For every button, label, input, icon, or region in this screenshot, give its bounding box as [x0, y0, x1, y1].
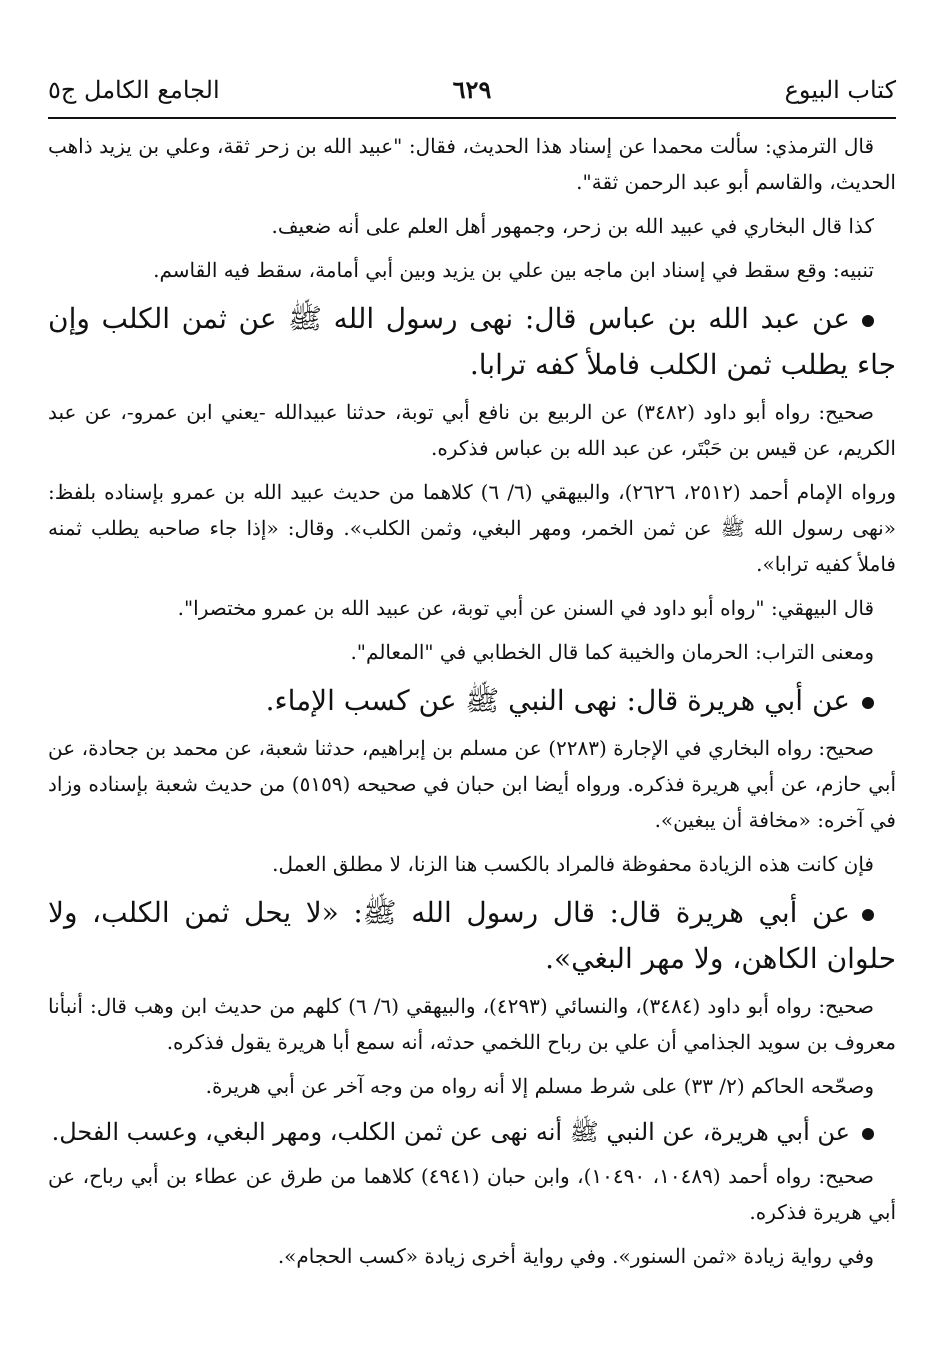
commentary-paragraph: صحيح: رواه أحمد (١٠٤٨٩، ١٠٤٩٠)، وابن حبان (٤٩٤١) كلاهما من طرق عن عطاء بن أبي رباح، عن أبي هريرة فذكره.	[48, 1164, 896, 1224]
chapter-title: كتاب البيوع	[784, 76, 896, 104]
header-divider	[48, 117, 896, 119]
commentary-paragraph: صحيح: رواه أبو داود (٣٤٨٤)، والنسائي (٤٢٩٣)، والبيهقي (٦/ ٦) كلهم من حديث ابن وهب قال: أنبأنا معروف بن سويد الجذامي أن علي بن رباح اللخمي حدثه، أنه سمع أبا هريرة يقول فذكره.	[48, 994, 896, 1054]
bullet-icon	[862, 909, 874, 921]
commentary-paragraph: فإن كانت هذه الزيادة محفوظة فالمراد بالكسب هنا الزنا، لا مطلق العمل.	[272, 852, 874, 876]
hadith-body: عن أبي هريرة قال: نهى النبي ﷺ عن كسب الإماء.	[265, 684, 850, 717]
commentary-paragraph: قال الترمذي: سألت محمدا عن إسناد هذا الحديث، فقال: "عبيد الله بن زحر ثقة، وعلي بن يزيد ذاهب الحديث، والقاسم أبو عبد الرحمن ثقة".	[48, 134, 896, 194]
hadith-body: عن أبي هريرة، عن النبي ﷺ أنه نهى عن ثمن الكلب، ومهر البغي، وعسب الفحل.	[51, 1118, 850, 1146]
commentary-paragraph: وفي رواية زيادة «ثمن السنور». وفي رواية أخرى زيادة «كسب الحجام».	[277, 1244, 874, 1268]
hadith-text	[48, 296, 896, 388]
bullet-icon	[862, 697, 874, 709]
commentary-paragraph: تنبيه: وقع سقط في إسناد ابن ماجه بين علي بن يزيد وبين أبي أمامة، سقط فيه القاسم.	[153, 258, 874, 282]
commentary-paragraph: ومعنى التراب: الحرمان والخيبة كما قال الخطابي في "المعالم".	[350, 640, 874, 664]
page-body	[48, 128, 896, 1282]
hadith-text	[48, 1112, 896, 1152]
commentary-paragraph: وصحّحه الحاكم (٢/ ٣٣) على شرط مسلم إلا أنه رواه من وجه آخر عن أبي هريرة.	[205, 1074, 874, 1098]
commentary-paragraph: قال البيهقي: "رواه أبو داود في السنن عن أبي توبة، عن عبيد الله بن عمرو مختصرا".	[177, 596, 874, 620]
commentary-paragraph: صحيح: رواه البخاري في الإجارة (٢٢٨٣) عن مسلم بن إبراهيم، حدثنا شعبة، عن محمد بن جحادة، عن أبي حازم، عن أبي هريرة فذكره. ورواه أيضا ابن حبان في صحيحه (٥١٥٩) من حديث شعبة بإسناده وزاد في آخره: «مخافة أن يبغين».	[48, 736, 896, 832]
commentary-paragraph: ورواه الإمام أحمد (٢٥١٢، ٢٦٢٦)، والبيهقي (٦/ ٦) كلاهما من حديث عبيد الله بن عمرو بإسناده بلفظ: «نهى رسول الله ﷺ عن ثمن الخمر، ومهر البغي، وثمن الكلب». وقال: «إذا جاء صاحبه يطلب ثمنه فاملأ كفيه ترابا».	[48, 480, 896, 576]
hadith-body: عن أبي هريرة قال: قال رسول الله ﷺ: «لا يحل ثمن الكلب، ولا حلوان الكاهن، ولا مهر البغي».	[48, 896, 896, 975]
page-header	[48, 72, 896, 112]
commentary-paragraph: صحيح: رواه أبو داود (٣٤٨٢) عن الربيع بن نافع أبي توبة، حدثنا عبيدالله -يعني ابن عمرو-، عن عبد الكريم، عن قيس بن حَبْتَر، عن عبد الله بن عباس فذكره.	[48, 400, 896, 460]
commentary-paragraph: كذا قال البخاري في عبيد الله بن زحر، وجمهور أهل العلم على أنه ضعيف.	[271, 214, 874, 238]
hadith-body: عن عبد الله بن عباس قال: نهى رسول الله ﷺ عن ثمن الكلب وإن جاء يطلب ثمن الكلب فاملأ كفه ترابا.	[48, 302, 896, 381]
book-page	[48, 0, 896, 1371]
book-title: الجامع الكامل ج٥	[48, 76, 220, 104]
bullet-icon	[862, 1128, 874, 1140]
hadith-text	[48, 890, 896, 982]
page-number: ٦٢٩	[452, 75, 492, 104]
bullet-icon	[862, 315, 874, 327]
hadith-text	[48, 678, 896, 724]
